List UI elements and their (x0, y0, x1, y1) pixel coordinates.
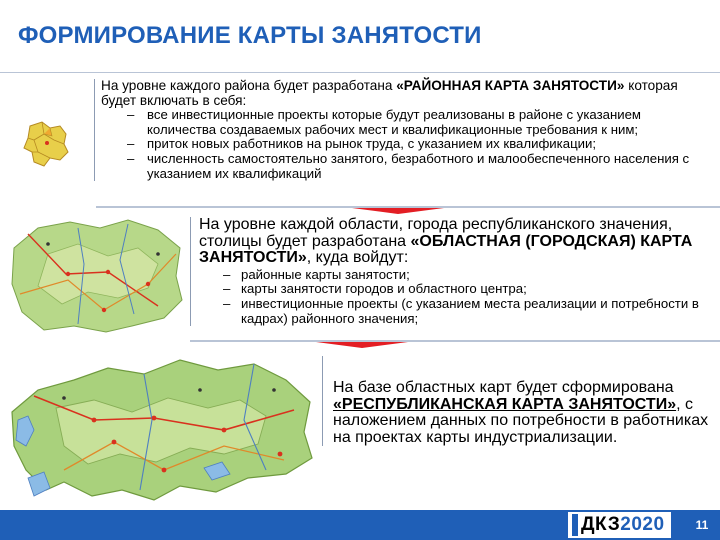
list-item: – приток новых работников на рынок труда, с указанием их квалификации; (101, 137, 712, 152)
down-arrow-icon (316, 342, 408, 348)
region-lead (199, 217, 708, 267)
district-map-name: «РАЙОННАЯ КАРТА ЗАНЯТОСТИ» (396, 78, 625, 93)
logo-year: 2020 (620, 514, 665, 535)
logo-bar (572, 514, 578, 536)
down-arrow-icon (352, 208, 444, 214)
district-lead-text: На уровне каждого района будет разработана (101, 78, 397, 93)
list-item: – все инвестиционные проекты которые будут реализованы в районе с указанием количества создаваемых рабочих мест и квалификационные требования к ним; (101, 108, 712, 137)
country-map (4, 350, 318, 508)
republic-lead-tail: , с наложением данных по потребности в работниках на проектах карты индустриализации. (333, 395, 709, 446)
district-map (20, 118, 72, 172)
region-map-name: «ОБЛАСТНАЯ (ГОРОДСКАЯ) КАРТА ЗАНЯТОСТИ» (199, 232, 693, 267)
list-item: – карты занятости городов и областного центра; (199, 282, 708, 297)
region-map (8, 214, 186, 336)
district-lead (101, 79, 712, 108)
separator-2 (190, 340, 720, 342)
republic-lead (333, 356, 710, 446)
republic-map-name: «РЕСПУБЛИКАНСКАЯ КАРТА ЗАНЯТОСТИ» (333, 395, 677, 413)
republic-map-block (322, 356, 710, 446)
list-item: – инвестиционные проекты (с указанием места реализации и потребности в кадрах) районного значения; (199, 297, 708, 326)
page-number: 11 (695, 518, 709, 532)
republic-lead-text: На базе областных карт будет сформирована (333, 379, 674, 396)
title-divider (0, 72, 720, 73)
list-item: – численность самостоятельно занятого, безработного и малообеспеченного населения с указанием их квалификаций (101, 152, 712, 181)
region-lead-text: На уровне каждой области, города республиканского значения, столицы будет разработана (199, 216, 673, 250)
region-map-block (190, 217, 708, 326)
dkz-logo (568, 512, 671, 538)
logo-main: ДКЗ (581, 514, 621, 535)
district-map-block (94, 79, 712, 181)
slide-title: ФОРМИРОВАНИЕ КАРТЫ ЗАНЯТОСТИ (18, 22, 482, 49)
district-lead-tail: которая будет включать в себя: (101, 78, 678, 108)
list-item: – районные карты занятости; (199, 268, 708, 283)
region-lead-tail: , куда войдут: (306, 249, 409, 267)
region-items (199, 268, 708, 326)
logo-text (581, 514, 665, 536)
district-items (101, 108, 712, 181)
